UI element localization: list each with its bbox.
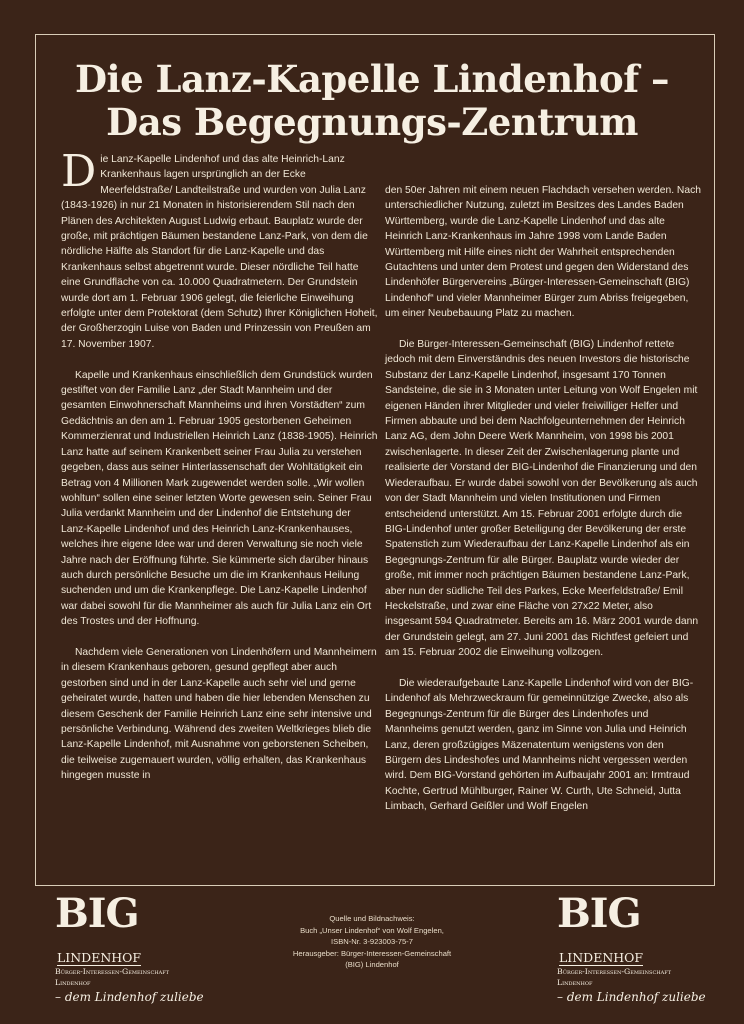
source-line: ISBN-Nr. 3-923003-75-7 xyxy=(331,937,413,947)
logo-org-line2: Lindenhof xyxy=(557,977,593,987)
source-line: Buch „Unser Lindenhof“ von Wolf Engelen, xyxy=(300,925,444,935)
logo-big-text: BIG xyxy=(557,890,641,937)
logo-org-line2: Lindenhof xyxy=(55,977,91,987)
drop-cap: D xyxy=(61,146,97,197)
logo-lindenhof-text: LINDENHOF xyxy=(57,950,142,965)
source-line: Herausgeber: Bürger-Interessen-Gemeinschaft xyxy=(292,948,452,958)
paragraph: Kapelle und Krankenhaus einschließlich dem Grundstück wurden gestiftet von der Familie Lanz „der Stadt Mannheim und der gesamten Einwohnerschaft Mannheims und ihren Vorstädten“ zum Gedächtnis an den am 1. Februar 1905 gestorbenen Geheimen Kommerzienrat und Industriellen Heinrich Lanz (1838-1905). Heinrich Lanz hatte auf seinem Krankenbett seiner Frau Julia zu verstehen gegeben, dass aus seiner Hinterlassenschaft der Wohltätigkeit ein Betrag von 4 Millionen Mark zugewendet werden solle. „Wir wollen wohltun“ sollen eine seiner letzten Worte gewesen sein. Seiner Frau Julia verdankt Mannheim und der Lindenhof die Entstehung der Lanz-Kapelle Lindenhof und des Heinrich Lanz-Krankenhauses, welches ihre eigene Idee war und deren Verwaltung sie noch viele Jahre nach der Eröffnung führte. Sie kümmerte sich darüber hinaus auch durch persönliche Besuche um die im Krankenhaus Heilung suchenden und um die Krankenpflege. Die Lanz-Kapelle Lindenhof war dabei sowohl für die Mannheimer als auch für Julia Lanz ein Ort des Trostes und der Hoffnung. xyxy=(61,369,378,628)
source-line: Quelle und Bildnachweis: xyxy=(329,914,415,923)
logo-lindenhof-text: LINDENHOF xyxy=(559,950,644,965)
paragraph: Die Bürger-Interessen-Gemeinschaft (BIG) Lindenhof rettete jedoch mit dem Einverständnis des neuen Investors die historische Substanz der Lanz-Kapelle Lindenhof, insgesamt 170 Tonnen Sandsteine, die sie in 3 Monaten unter Leitung von Wolf Engelen mit eigenen Händen ihrer Mitglieder und vieler freiwilliger Helfer und Firmen abbaute und bei dem Nachfolgeunternehmen der Heinrich Lanz AG, dem John Deere Werk Mannheim, von 1998 bis 2001 zwischenlagerte. In dieser Zeit der Zwischenlagerung plante und realisierte der Vorstand der BIG-Lindenhof die Finanzierung und den Wiederaufbau. Er wurde dabei sowohl von der Bevölkerung als auch von der Stadt Mannheim und vielen Institutionen und Firmen entscheidend unterstützt. Am 15. Februar 2001 erfolgte durch die BIG-Lindenhof unter großer Beteiligung der Bevölkerung der erste Spatenstich zum Wiederaufbau der Lanz-Kapelle Lindenhof als ein Begegnungs-Zentrum für alle Bürger. Bauplatz wurde wieder der große, mit immer noch prächtigen Bäumen bestandene Lanz-Park, aber nun der südliche Teil des Parkes, Ecke Meerfeldstraße/ Emil Heckelstraße, und zwar eine Fläche von 27x22 Meter, also insgesamt 594 Quadratmeter. Bereits am 16. März 2001 wurde dann der Grundstein gelegt, am 27. Juni 2001 das Richtfest gefeiert und am 15. Februar 2002 die Einweihung vollzogen. xyxy=(385,339,699,659)
logo-wordmark xyxy=(55,890,215,966)
paragraph xyxy=(61,146,378,352)
big-logo-left xyxy=(55,890,215,1005)
logo-org-line1: Bürger-Interessen-Gemeinschaft xyxy=(55,967,170,976)
right-text-column xyxy=(385,183,702,830)
left-text-column xyxy=(61,146,378,799)
logo-slogan: – dem Lindenhof zuliebe xyxy=(557,990,706,1005)
page-title-line1: Die Lanz-Kapelle Lindenhof – xyxy=(74,57,670,101)
logo-wordmark xyxy=(557,890,717,966)
paragraph-text: ie Lanz-Kapelle Lindenhof und das alte Heinrich-Lanz Krankenhaus lagen ursprünglich an der Ecke Meerfeldstraße/ Landteilstraße und wurden von Julia Lanz (1843-1926) in nur 21 Monaten in historisierendem Stil nach den Plänen des Architekten August Ludwig erbaut. Bauplatz wurde der große, mit prächtigen Bäumen bestandene Lanz-Park, von dem die nördliche Hälfte als Standort für die Lanz-Kapelle und das Krankenhaus selbst abgetrennt wurde. Dieser nördliche Teil hatte eine Grundfläche von ca. 10.000 Quadratmetern. Der Grundstein wurde dort am 1. Februar 1906 gelegt, die feierliche Einweihung erfolgte unter dem Protektorat (dem Schutz) Ihrer Königlichen Hoheit, der Großherzogin Luise von Baden und Prinzessin von Preußen am 17. November 1907. xyxy=(61,154,378,350)
paragraph: Nachdem viele Generationen von Lindenhöfern und Mannheimern in diesem Krankenhaus geboren, gesund gepflegt aber auch gestorben sind und in der Lanz-Kapelle auch sehr viel und gerne geheiratet wurde, hatten und haben die hier lebenden Menschen zu diesem Geschenk der Familie Heinrich Lanz eine sehr intensive und persönliche Verbindung. Während des zweiten Weltkrieges blieb die Lanz-Kapelle Lindenhof, mit Ausnahme von geborstenen Scheiben, die teilweise zugemauert wurden, völlig erhalten, das Krankenhaus hingegen musste in xyxy=(61,646,377,782)
big-logo-right xyxy=(557,890,717,1005)
logo-big-text: BIG xyxy=(55,890,139,937)
logo-slogan: – dem Lindenhof zuliebe xyxy=(55,990,204,1005)
source-line: (BIG) Lindenhof xyxy=(345,960,399,970)
source-credits xyxy=(250,913,494,971)
logo-org-line1: Bürger-Interessen-Gemeinschaft xyxy=(557,967,672,976)
paragraph: Die wiederaufgebaute Lanz-Kapelle Lindenhof wird von der BIG-Lindenhof als Mehrzweckraum für gemeinnützige Zwecke, also als Begegnungs-Zentrum für die Bürger des Lindenhofes und Mannheims genutzt werden, ganz im Sinne von Julia und Heinrich Lanz, deren großzügiges Mäzenatentum wenigstens von den Bürgern des Lindeshofes und Mannheims nicht vergessen werden wird. Dem BIG-Vorstand gehörten im Aufbaujahr 2001 an: Irmtraud Kochte, Gertrud Mühlburger, Rainer W. Curth, Ute Schneid, Jutta Limbach, Gerhard Geißler und Wolf Engelen xyxy=(385,677,694,813)
paragraph: den 50er Jahren mit einem neuen Flachdach versehen werden. Nach unterschiedlicher Nutzung, zuletzt im Besitzes des Landes Baden Württemberg, wurde die Lanz-Kapelle Lindenhof und das alte Heinrich Lanz-Krankenhaus im Jahre 1998 vom Lande Baden Württemberg mit Hilfe eines nicht der Wahrheit entsprechenden Gutachtens und unter dem Protest und gegen den Widerstand des Lindenhöfer Bürgervereins „Bürger-Interessen-Gemeinschaft (BIG) Lindenhof“ und vieler Mannheimer Bürger zum Abriss freigegeben, um einer Neubebauung Platz zu machen. xyxy=(385,185,701,320)
page-title-line2: Das Begegnungs-Zentrum xyxy=(106,100,638,144)
